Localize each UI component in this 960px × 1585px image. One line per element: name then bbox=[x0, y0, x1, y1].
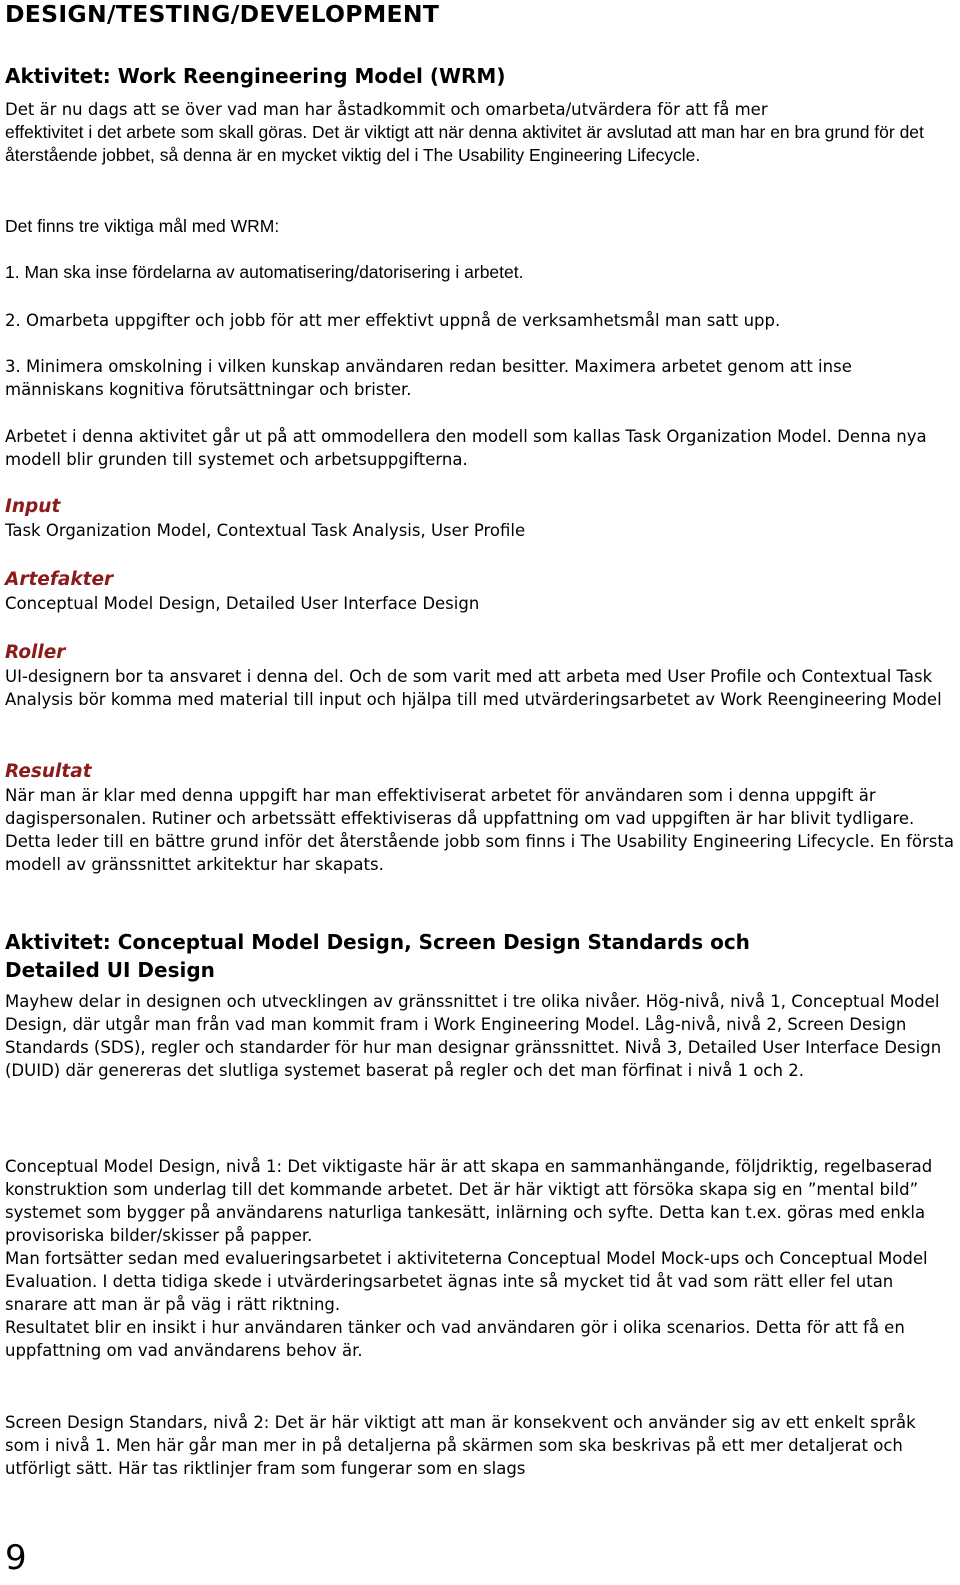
artefakter-text: Conceptual Model Design, Detailed User Interface Design bbox=[5, 594, 480, 613]
cmd-level1-b: Man fortsätter sedan med evalueringsarbetet i aktiviteterna Conceptual Model Mock-ups och Conceptual Model Evaluation. I detta tidiga skede i utvärderingsarbetet ägnas inte så mycket tid åt vad som rätt eller fel utan snarare att man är på väg i rätt riktning. bbox=[5, 1249, 928, 1314]
cmd-intro: Mayhew delar in designen och utvecklingen av gränssnittet i tre olika nivåer. Hög-nivå, nivå 1, Conceptual Model Design, där utgår man från vad man kommit fram i Work Engineering Model. Låg-nivå, nivå 2, Screen Design Standards (SDS), regler och standarder för hur man designar gränssnittet. Nivå 3, Detailed User Interface Design (DUID) där genereras det slutliga systemet baserat på regler och det man förfinat i nivå 1 och 2. bbox=[5, 992, 942, 1080]
artefakter-heading: Artefakter bbox=[5, 569, 114, 590]
cmd-section bbox=[5, 928, 955, 984]
wrm-intro-line-b: effektivitet i det arbete som skall göras. Det är viktigt att när denna aktivitet är avslutad att man har en bra grund för det återstående jobbet, så denna är en mycket viktig del i The Usability Engineering Lifecycle. bbox=[5, 122, 924, 165]
wrm-title: Aktivitet: Work Reengineering Model (WRM) bbox=[5, 64, 506, 88]
artefakter-block bbox=[5, 568, 955, 615]
wrm-intro-rest bbox=[5, 121, 955, 167]
wrm-intro bbox=[5, 98, 955, 121]
page-title-block bbox=[5, 0, 955, 28]
page-number: 9 bbox=[5, 1538, 27, 1578]
wrm-goal-1-block bbox=[5, 261, 955, 284]
wrm-goal-1: 1. Man ska inse fördelarna av automatisering/datorisering i arbetet. bbox=[5, 262, 524, 282]
roller-block bbox=[5, 641, 955, 711]
cmd-level1-c: Resultatet blir en insikt i hur användaren tänker och vad användaren gör i olika scenarios. Detta för att få en uppfattning om vad användarens behov är. bbox=[5, 1318, 905, 1360]
resultat-heading: Resultat bbox=[5, 761, 92, 782]
input-block bbox=[5, 495, 955, 542]
cmd-level2: Screen Design Standars, nivå 2: Det är här viktigt att man är konsekvent och använder sig av ett enkelt språk som i nivå 1. Men här går man mer in på detaljerna på skärmen som ska beskrivas på ett mer detaljerat och utförligt sätt. Här tas riktlinjer fram som fungerar som en slags bbox=[5, 1413, 916, 1478]
resultat-text: När man är klar med denna uppgift har man effektiviserat arbetet för användaren som i denna uppgift är dagispersonalen. Rutiner och arbetssätt effektiviseras då uppfattning om vad uppgiften är har blivit tydligare. Detta leder till en bättre grund inför det återstående jobb som finns i The Usability Engineering Lifecycle. En första modell av gränssnittet arkitektur har skapats. bbox=[5, 786, 954, 874]
wrm-model-block bbox=[5, 425, 955, 471]
roller-text: UI-designern bor ta ansvaret i denna del. Och de som varit med att arbeta med User Profile och Contextual Task Analysis bör komma med material till input och hjälpa till med utvärderingsarbetet av Work Reengineering Model bbox=[5, 667, 942, 709]
cmd-level2-block bbox=[5, 1411, 955, 1480]
wrm-intro-line-a: Det är nu dags att se över vad man har åstadkommit och omarbeta/utvärdera för att få mer bbox=[5, 100, 768, 119]
cmd-title-line-2: Detailed UI Design bbox=[5, 958, 215, 982]
resultat-block bbox=[5, 760, 955, 876]
cmd-level1-block bbox=[5, 1155, 955, 1362]
roller-heading: Roller bbox=[5, 642, 66, 663]
wrm-goal-3: 3. Minimera omskolning i vilken kunskap användaren redan besitter. Maximera arbetet genom att inse människans kognitiva förutsättningar och brister. bbox=[5, 357, 852, 399]
wrm-goal-2-block bbox=[5, 309, 955, 332]
wrm-goal-2: 2. Omarbeta uppgifter och jobb för att mer effektivt uppnå de verksamhetsmål man satt upp. bbox=[5, 311, 781, 330]
wrm-goals-intro: Det finns tre viktiga mål med WRM: bbox=[5, 216, 280, 236]
page-title: DESIGN/TESTING/DEVELOPMENT bbox=[5, 0, 440, 28]
wrm-goal-3-block bbox=[5, 355, 955, 401]
input-text: Task Organization Model, Contextual Task Analysis, User Profile bbox=[5, 521, 526, 540]
input-heading: Input bbox=[5, 496, 61, 517]
cmd-title-line-1: Aktivitet: Conceptual Model Design, Screen Design Standards och bbox=[5, 930, 750, 954]
wrm-model-text: Arbetet i denna aktivitet går ut på att ommodellera den modell som kallas Task Organization Model. Denna nya modell blir grunden till systemet och arbetsuppgifterna. bbox=[5, 427, 927, 469]
wrm-goals-intro-block bbox=[5, 215, 955, 238]
cmd-level1: Conceptual Model Design, nivå 1: Det viktigaste här är att skapa en sammanhängande, följdriktig, regelbaserad konstruktion som underlag till det kommande arbetet. Det är här viktigt att försöka skapa sig en ”mental bild” systemet som bygger på användarens naturliga tankesätt, inlärning och syfte. Detta kan t.ex. göras med enkla provisoriska bilder/skisser på papper. bbox=[5, 1157, 933, 1245]
cmd-intro-block bbox=[5, 990, 955, 1082]
wrm-section bbox=[5, 62, 955, 90]
